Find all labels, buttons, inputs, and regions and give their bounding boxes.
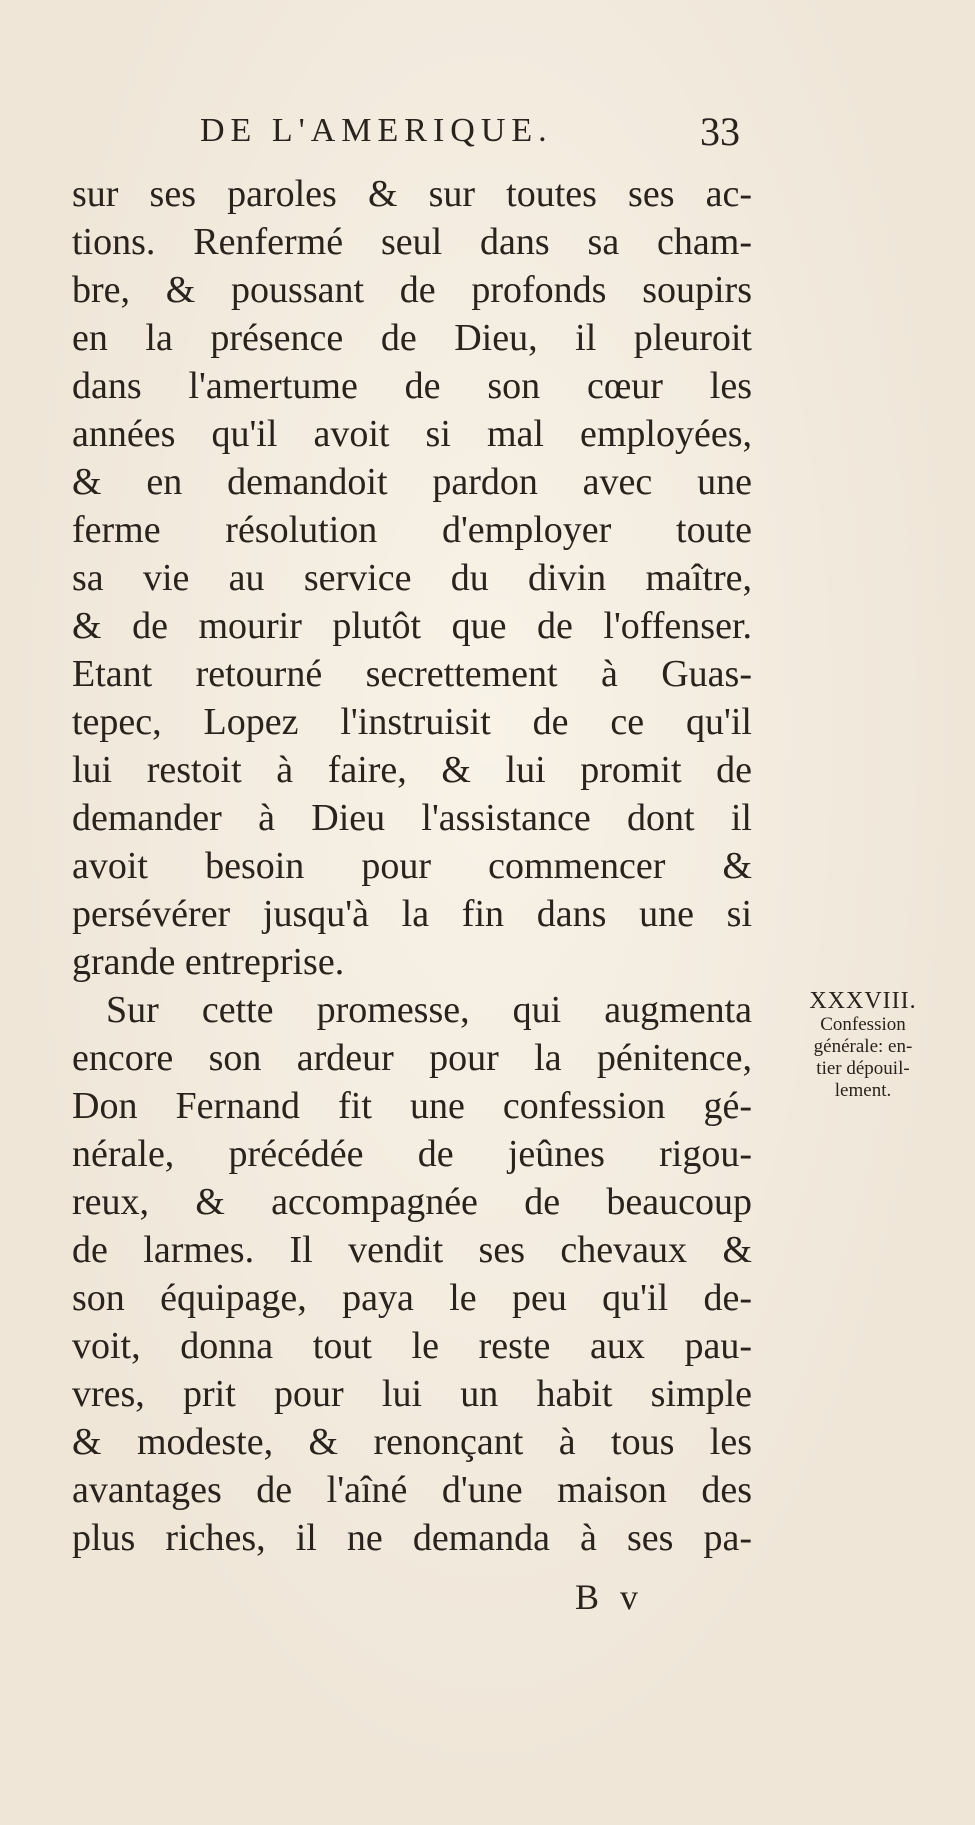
signature-mark: B v — [575, 1577, 645, 1617]
text-line: sur ses paroles & sur toutes ses ac- — [72, 173, 752, 215]
text-line: dans l'amertume de son cœur les — [72, 365, 752, 407]
marginal-note — [758, 988, 968, 1102]
marginal-note-line: générale: en- — [813, 1036, 913, 1057]
text-line: tepec, Lopez l'instruisit de ce qu'il — [72, 701, 752, 743]
text-line: avoit besoin pour commencer & — [72, 845, 752, 887]
text-line: bre, & poussant de profonds soupirs — [72, 269, 752, 311]
text-line: ferme résolution d'employer toute — [72, 509, 752, 551]
marginal-note-line: lement. — [834, 1080, 892, 1101]
text-line: années qu'il avoit si mal employées, — [72, 413, 752, 455]
text-line: plus riches, il ne demanda à ses pa- — [72, 1517, 752, 1559]
text-line: vres, prit pour lui un habit simple — [72, 1373, 752, 1415]
text-line: reux, & accompagnée de beaucoup — [72, 1181, 752, 1223]
marginal-note-number: XXXVIII. — [809, 988, 917, 1014]
paragraph-start-line: Sur cette promesse, qui augmenta — [106, 989, 752, 1031]
body-text — [72, 170, 752, 1562]
marginal-note-line: Confession — [820, 1014, 906, 1035]
paragraph-end-line: grande entreprise. — [72, 941, 345, 983]
marginal-note-line: tier dépouil- — [816, 1058, 910, 1079]
text-line: de larmes. Il vendit ses chevaux & — [72, 1229, 752, 1271]
text-line: demander à Dieu l'assistance dont il — [72, 797, 752, 839]
text-line: voit, donna tout le reste aux pau- — [72, 1325, 752, 1367]
text-line: avantages de l'aîné d'une maison des — [72, 1469, 752, 1511]
text-line: & en demandoit pardon avec une — [72, 461, 752, 503]
running-title: DE L'AMERIQUE. — [200, 112, 553, 149]
text-line: persévérer jusqu'à la fin dans une si — [72, 893, 752, 935]
text-line: & modeste, & renonçant à tous les — [72, 1421, 752, 1463]
page-number: 33 — [700, 109, 740, 154]
text-line: Etant retourné secrettement à Guas- — [72, 653, 752, 695]
text-line: son équipage, paya le peu qu'il de- — [72, 1277, 752, 1319]
text-line: en la présence de Dieu, il pleuroit — [72, 317, 752, 359]
text-line: sa vie au service du divin maître, — [72, 557, 752, 599]
text-line: lui restoit à faire, & lui promit de — [72, 749, 752, 791]
text-line: Don Fernand fit une confession gé- — [72, 1085, 752, 1127]
text-line: tions. Renfermé seul dans sa cham- — [72, 221, 752, 263]
text-line: & de mourir plutôt que de l'offenser. — [72, 605, 752, 647]
text-line: nérale, précédée de jeûnes rigou- — [72, 1133, 752, 1175]
running-head — [200, 109, 740, 162]
text-line: encore son ardeur pour la pénitence, — [72, 1037, 752, 1079]
